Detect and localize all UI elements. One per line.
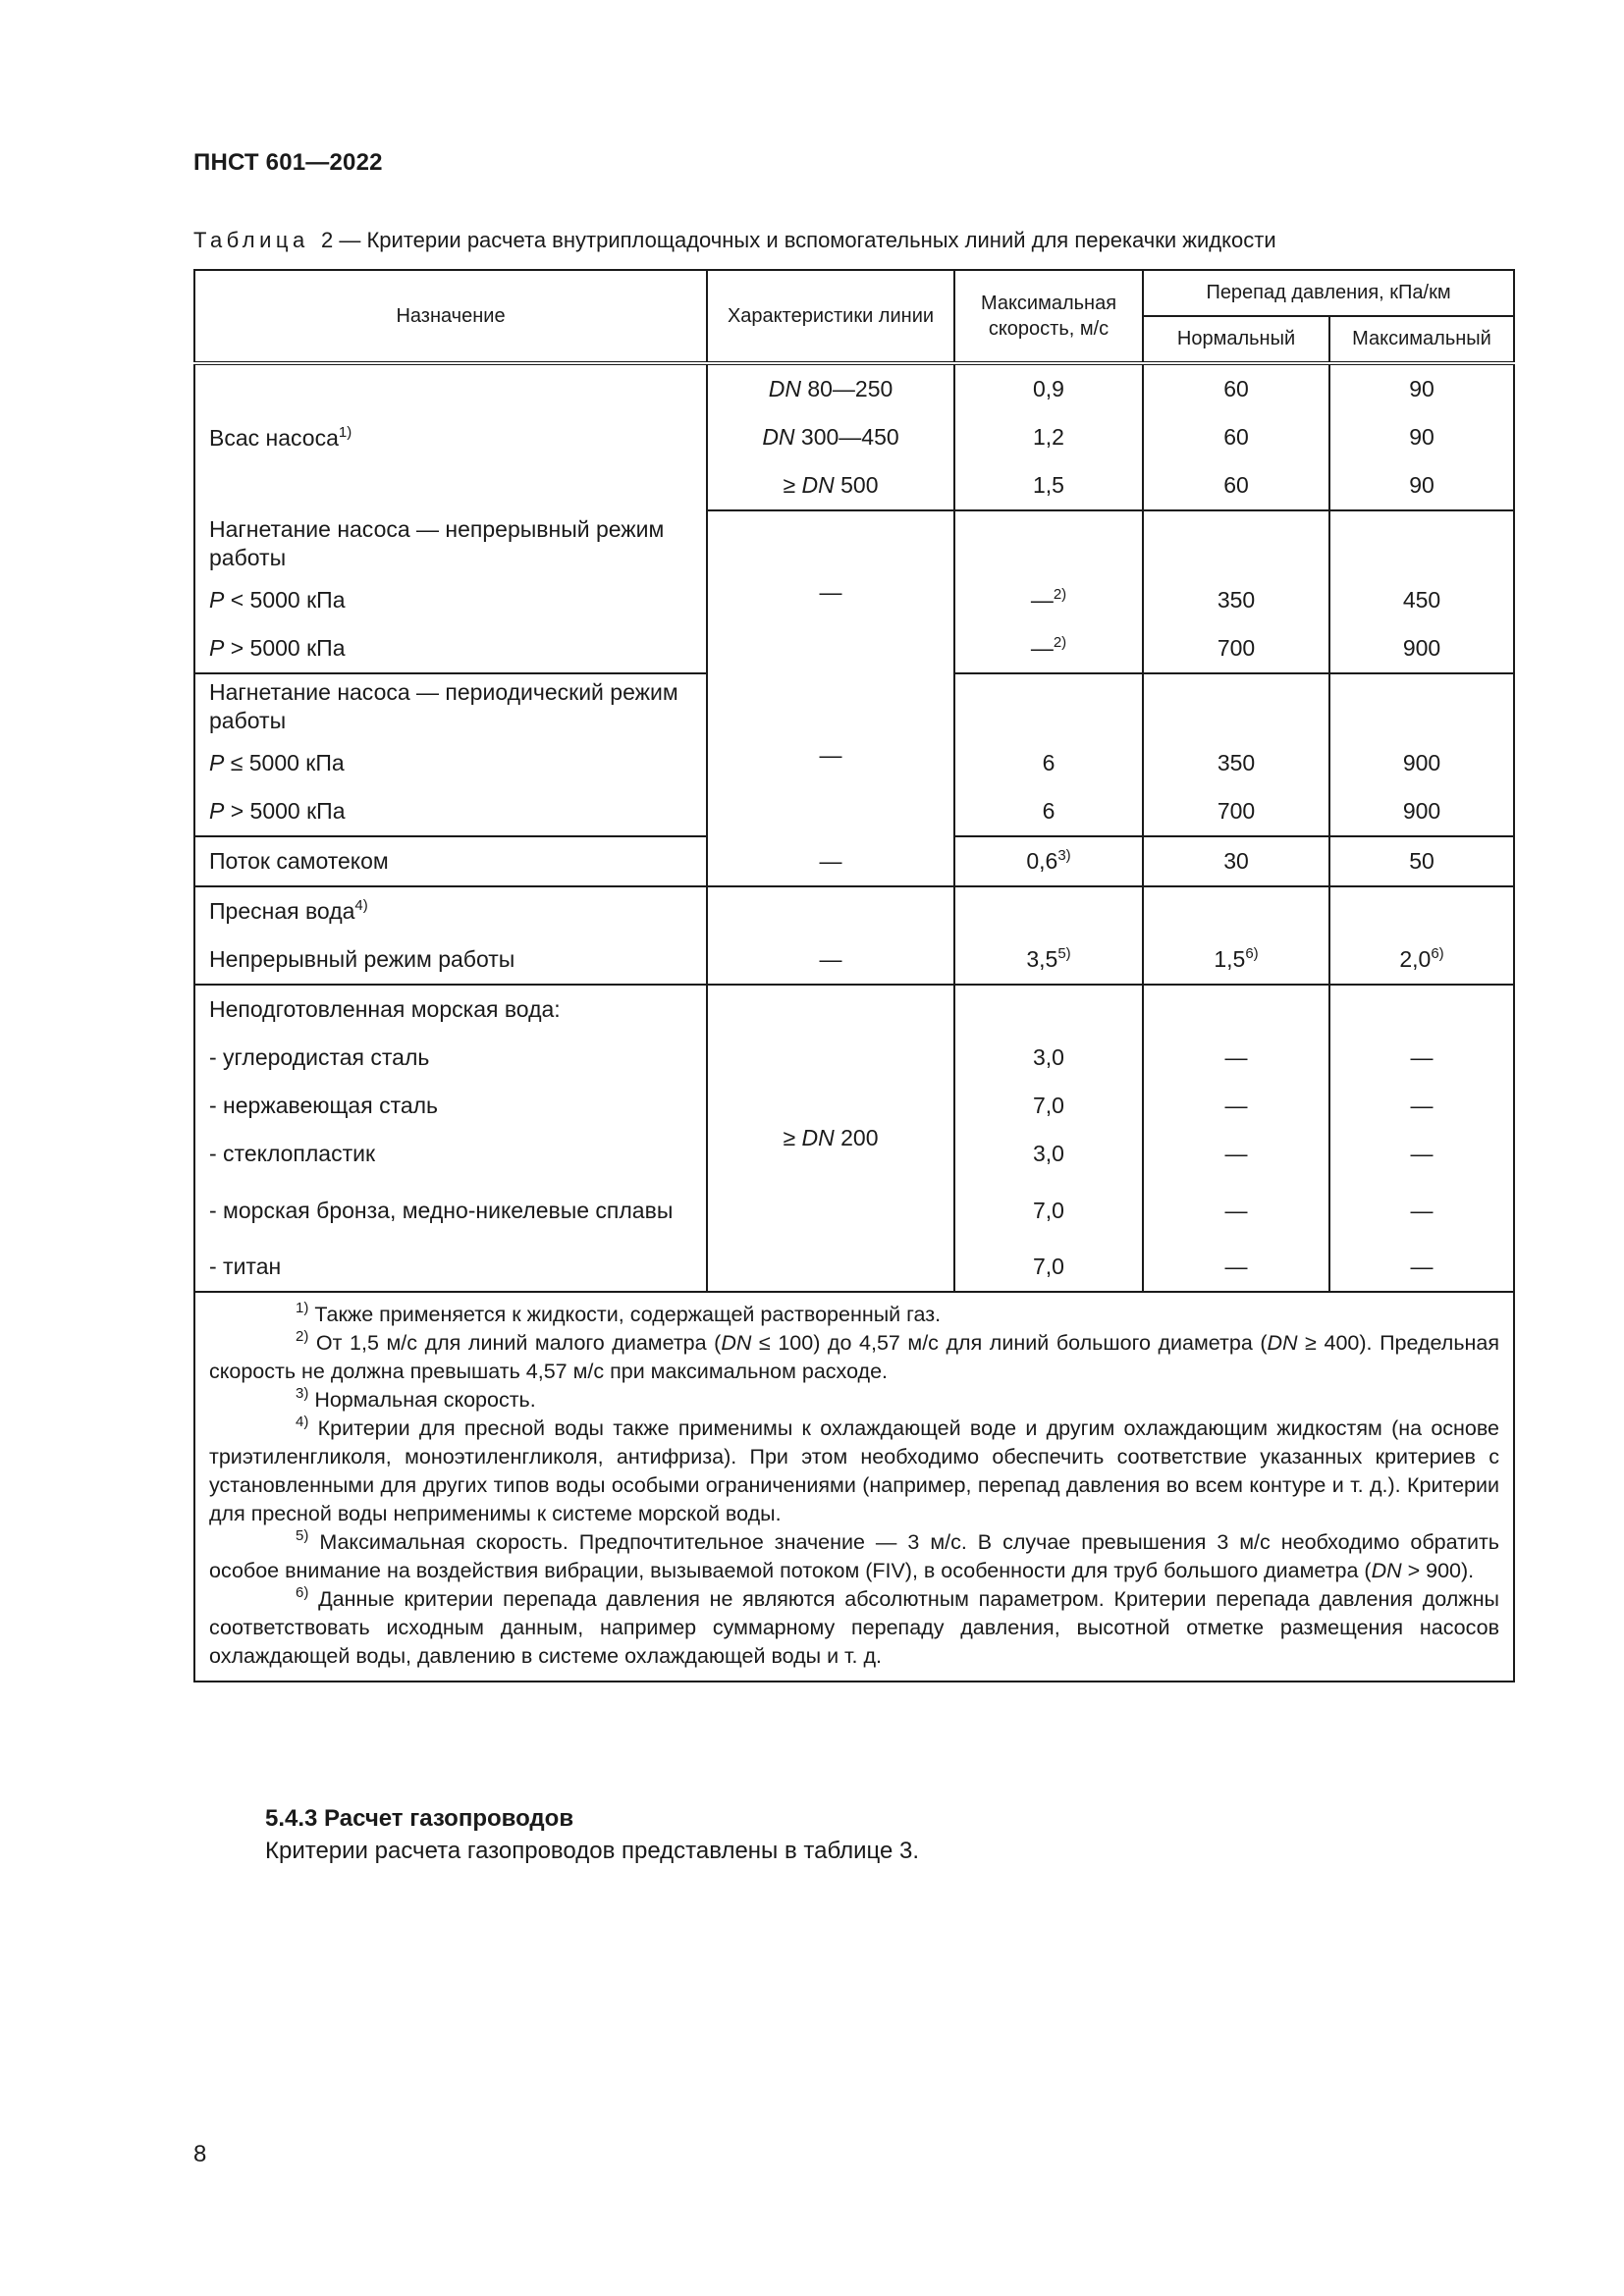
characteristics-cell: — [707,673,954,836]
maximum-cell: — [1329,1243,1514,1292]
maximum-cell: — [1329,1034,1514,1082]
table-caption-number: 2 [321,228,334,252]
section-heading: 5.4.3 Расчет газопроводов [265,1805,574,1832]
header-max-velocity: Максимальная скорость, м/с [954,270,1143,363]
normal-cell: — [1143,1082,1329,1130]
material-cell: - морская бронза, медно-никелевые сплавы [194,1178,707,1243]
note-6: $^{6)}$ Данные критерии перепада давления не являются абсолютным параметром. Критерии перепада давления должны соответствовать исходным данным, например суммарному перепаду давления, высотной отметке размещения насосов охлаждающей воды, давлению в системе охлаждающей воды и т. д. [209,1584,1500,1668]
page-number: 8 [193,2141,207,2167]
condition-cell: P < 5000 кПа [194,576,707,624]
velocity-cell: 3,0 [954,1034,1143,1082]
characteristics-cell: — [707,510,954,673]
dn-cell: DN 80—250 [707,363,954,413]
normal-cell: 60 [1143,363,1329,413]
note-4: $^{4)}$ Критерии для пресной воды также применимы к охлаждающей воде и другим охлаждающим жидкостям (на основе триэтиленгликоля, моноэтиленгликоля, антифриза). При этом необходимо обеспечить соответствие указанных критериев с установленными для других типов воды особыми ограничениями (например, перепад давления во всем контуре и т. д.). Критерии для пресной воды неприменимы к системе морской воды. [209,1414,1500,1525]
dn-cell: DN 300—450 [707,413,954,461]
maximum-cell: 900 [1329,624,1514,673]
velocity-cell: —$^{2)}$ [954,624,1143,673]
condition-cell: P ≤ 5000 кПа [194,739,707,787]
characteristics-cell: — [707,836,954,886]
normal-cell: — [1143,1243,1329,1292]
velocity-cell: 0,6$^{3)}$ [954,836,1143,886]
dn-cell: ≥ DN 500 [707,461,954,510]
row-label-discharge-continuous: Нагнетание насоса — непрерывный режим работы [194,510,707,576]
notes-row [194,1292,1514,1682]
header-maximum: Максимальный [1329,316,1514,363]
row-label-discharge-periodic: Нагнетание насоса — периодический режим работы [194,673,707,739]
characteristics-cell: — [707,935,954,985]
table-row [194,510,1514,576]
header-pressure-drop: Перепад давления, кПа/км [1143,270,1514,316]
table-notes [194,1292,1514,1682]
material-cell: - титан [194,1243,707,1292]
section-text: Критерии расчета газопроводов представлены в таблице 3. [265,1838,920,1864]
normal-cell: 30 [1143,836,1329,886]
normal-cell: 60 [1143,413,1329,461]
normal-cell: — [1143,1178,1329,1243]
velocity-cell: 7,0 [954,1178,1143,1243]
material-cell: - нержавеющая сталь [194,1082,707,1130]
maximum-cell: 2,0$^{6)}$ [1329,935,1514,985]
material-cell: - углеродистая сталь [194,1034,707,1082]
header-normal: Нормальный [1143,316,1329,363]
normal-cell: 700 [1143,787,1329,836]
velocity-cell: 0,9 [954,363,1143,413]
condition-cell: P > 5000 кПа [194,624,707,673]
note-5: $^{5)}$ Максимальная скорость. Предпочтительное значение — 3 м/с. В случае превышения 3 м/с необходимо обратить особое внимание на воздействия вибрации, вызываемой потоком (FIV), в особенности для труб большого диаметра (DN > 900). [209,1527,1500,1582]
table-row [194,363,1514,413]
row-label-continuous-mode: Непрерывный режим работы [194,935,707,985]
velocity-cell: 3,0 [954,1130,1143,1178]
maximum-cell: 900 [1329,787,1514,836]
normal-cell: 60 [1143,461,1329,510]
normal-cell: 1,5$^{6)}$ [1143,935,1329,985]
normal-cell: 350 [1143,739,1329,787]
velocity-cell: 3,5$^{5)}$ [954,935,1143,985]
document-code: ПНСТ 601—2022 [193,149,383,176]
maximum-cell: 90 [1329,363,1514,413]
velocity-cell: 6 [954,739,1143,787]
velocity-cell: 6 [954,787,1143,836]
maximum-cell: 450 [1329,576,1514,624]
table-row [194,935,1514,985]
table-row [194,985,1514,1034]
maximum-cell: — [1329,1178,1514,1243]
table-row [194,673,1514,739]
velocity-cell: 7,0 [954,1243,1143,1292]
velocity-cell: 1,5 [954,461,1143,510]
normal-cell: — [1143,1034,1329,1082]
normal-cell: — [1143,1130,1329,1178]
velocity-cell: 1,2 [954,413,1143,461]
table-caption-text: — Критерии расчета внутриплощадочных и вспомогательных линий для перекачки жидкости [339,228,1276,252]
material-cell: - стеклопластик [194,1130,707,1178]
header-purpose: Назначение [194,270,707,363]
velocity-cell: —$^{2)}$ [954,576,1143,624]
row-label-suction: Всас насоса$^{1)}$ [194,363,707,510]
table-row [194,836,1514,886]
maximum-cell: 900 [1329,739,1514,787]
normal-cell: 350 [1143,576,1329,624]
table-caption [193,228,1509,253]
maximum-cell: — [1329,1130,1514,1178]
row-label-gravity-flow: Поток самотеком [194,836,707,886]
velocity-cell: 7,0 [954,1082,1143,1130]
row-label-fresh-water: Пресная вода$^{4)}$ [194,886,707,935]
header-characteristics: Характеристики линии [707,270,954,363]
row-label-sea-water: Неподготовленная морская вода: [194,985,707,1034]
criteria-table [193,269,1515,1682]
note-1: $^{1)}$ Также применяется к жидкости, содержащей растворенный газ. [296,1300,942,1326]
maximum-cell: 90 [1329,413,1514,461]
maximum-cell: 90 [1329,461,1514,510]
table-caption-label: Таблица [193,228,309,252]
table-row [194,886,1514,935]
note-3: $^{3)}$ Нормальная скорость. [296,1385,536,1412]
maximum-cell: 50 [1329,836,1514,886]
note-2: $^{2)}$ От 1,5 м/с для линий малого диаметра (DN ≤ 100) до 4,57 м/с для линий большого диаметра (DN ≥ 400). Предельная скорость не должна превышать 4,57 м/с при максимальном расходе. [209,1328,1500,1383]
characteristics-cell: ≥ DN 200 [707,985,954,1292]
maximum-cell: — [1329,1082,1514,1130]
condition-cell: P > 5000 кПа [194,787,707,836]
normal-cell: 700 [1143,624,1329,673]
